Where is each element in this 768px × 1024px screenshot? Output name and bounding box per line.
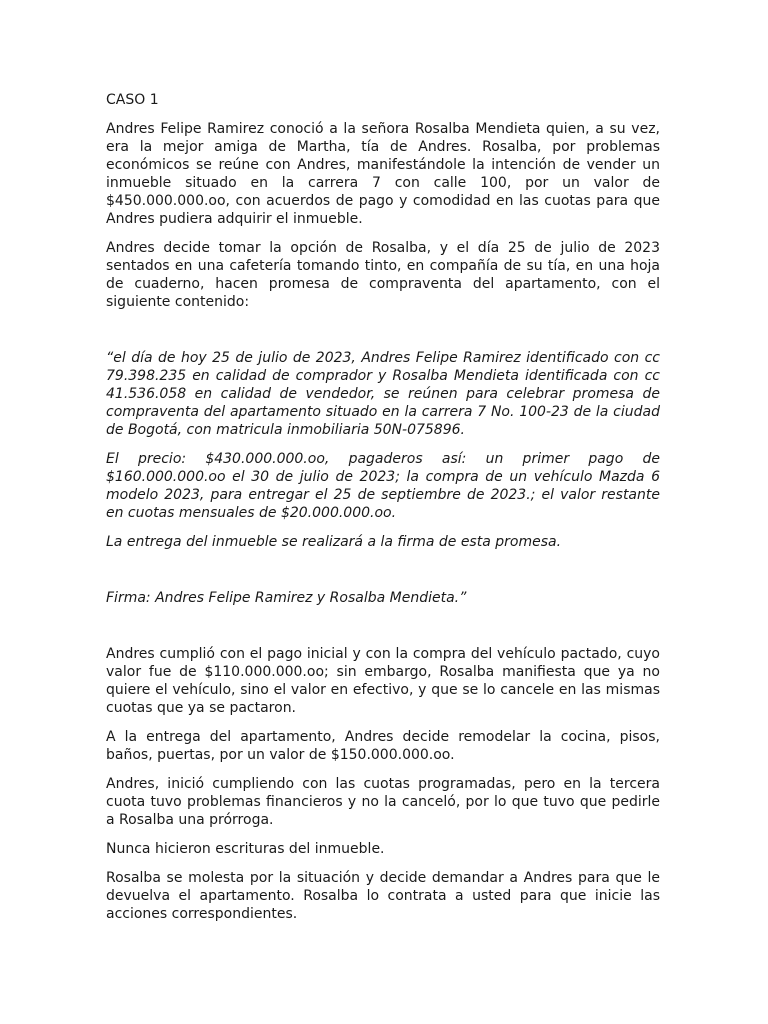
facts-paragraph-3: Andres, inició cumpliendo con las cuotas programadas, pero en la tercera cuota tuvo problemas financieros y no la canceló, por lo que tuvo que pedirle a Rosalba una prórroga.	[106, 776, 660, 828]
case-title: CASO 1	[106, 92, 159, 108]
facts-paragraph-1: Andres cumplió con el pago inicial y con la compra del vehículo pactado, cuyo valor fue de $110.000.000.oo; sin embargo, Rosalba manifiesta que ya no quiere el vehículo, sino el valor en efectivo, y que se lo cancele en las mismas cuotas que ya se pactaron.	[106, 646, 660, 716]
quote-paragraph-1: “el día de hoy 25 de julio de 2023, Andres Felipe Ramirez identificado con cc 79.398.235 en calidad de comprador y Rosalba Mendieta identificada con cc 41.536.058 en calidad de vendedor, se reúnen para celebrar promesa de compraventa del apartamento situado en la carrera 7 No. 100-23 de la ciudad de Bogotá, con matricula inmobiliaria 50N-075896.	[106, 350, 660, 438]
quote-paragraph-2: El precio: $430.000.000.oo, pagaderos así: un primer pago de $160.000.000.oo el 30 de julio de 2023; la compra de un vehículo Mazda 6 modelo 2023, para entregar el 25 de septiembre de 2023.; el valor restante en cuotas mensuales de $20.000.000.oo.	[106, 451, 660, 521]
facts-paragraph-4: Nunca hicieron escrituras del inmueble.	[106, 841, 385, 857]
intro-paragraph-2: Andres decide tomar la opción de Rosalba, y el día 25 de julio de 2023 sentados en una cafetería tomando tinto, en compañía de su tía, en una hoja de cuaderno, hacen promesa de compraventa del apartamento, con el siguiente contenido:	[106, 240, 660, 310]
intro-paragraph-1: Andres Felipe Ramirez conoció a la señora Rosalba Mendieta quien, a su vez, era la mejor amiga de Martha, tía de Andres. Rosalba, por problemas económicos se reúne con Andres, manifestándole la intención de vender un inmueble situado en la carrera 7 con calle 100, por un valor de $450.000.000.oo, con acuerdos de pago y comodidad en las cuotas para que Andres pudiera adquirir el inmueble.	[106, 121, 660, 227]
facts-paragraph-2: A la entrega del apartamento, Andres decide remodelar la cocina, pisos, baños, puertas, por un valor de $150.000.000.oo.	[106, 729, 660, 763]
signature-line: Firma: Andres Felipe Ramirez y Rosalba Mendieta.”	[106, 590, 467, 606]
document-page	[106, 91, 660, 934]
facts-paragraph-5: Rosalba se molesta por la situación y decide demandar a Andres para que le devuelva el apartamento. Rosalba lo contrata a usted para que inicie las acciones correspondientes.	[106, 870, 660, 922]
quote-paragraph-3: La entrega del inmueble se realizará a la firma de esta promesa.	[106, 534, 562, 550]
